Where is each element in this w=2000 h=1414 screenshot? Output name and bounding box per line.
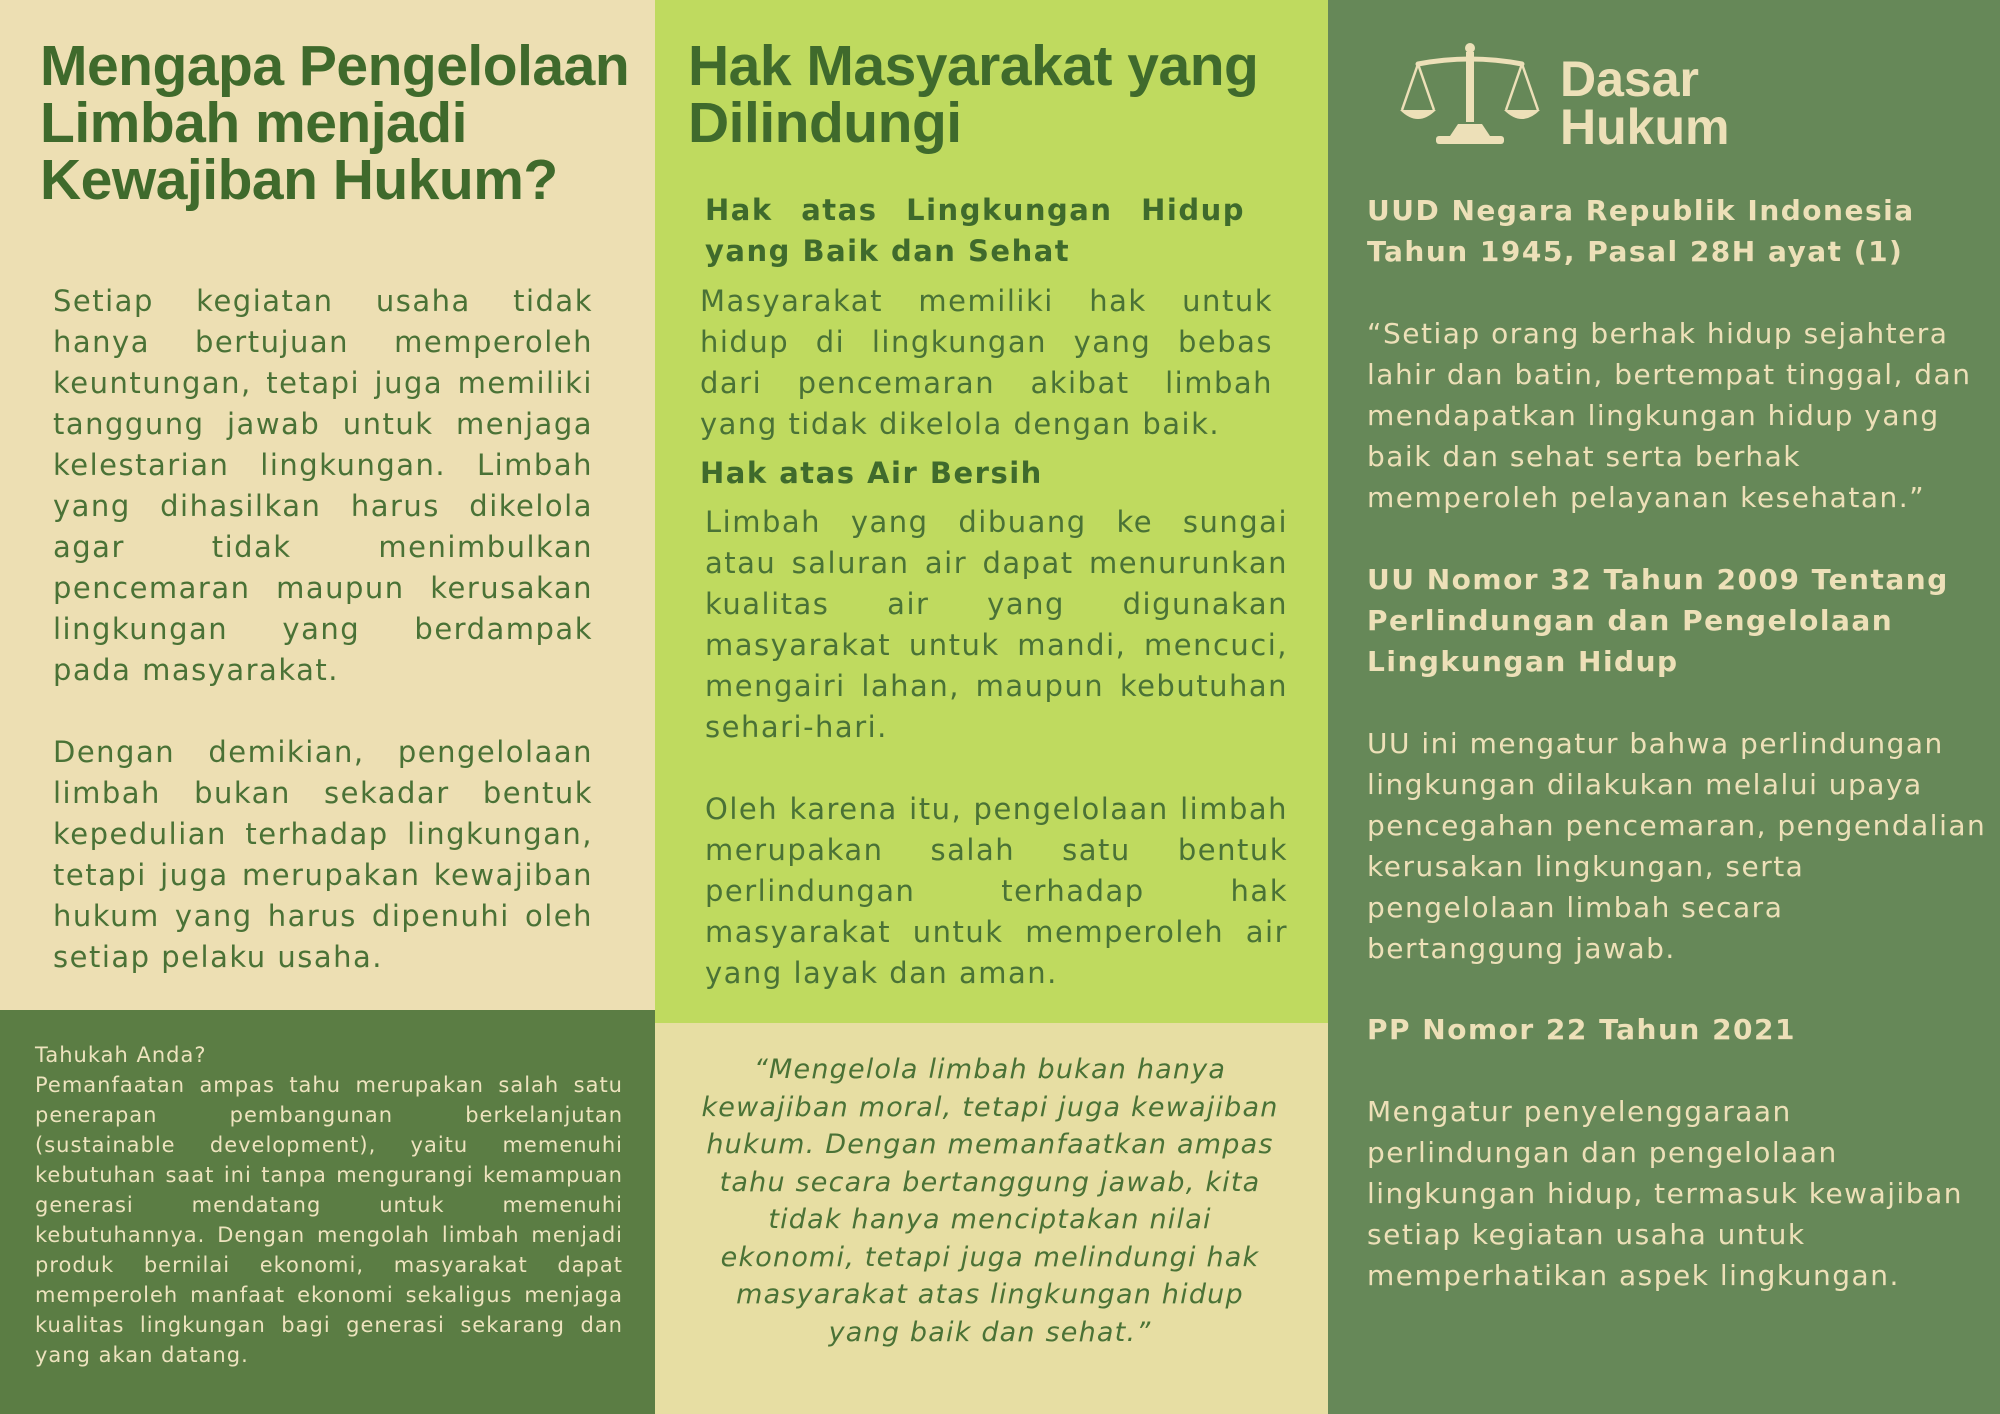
middle-heading-1: Hak atas Lingkungan Hidup yang Baik dan Sehat <box>705 193 1245 268</box>
quote-text: “Mengelola limbah bukan hanya kewajiban moral, tetapi juga kewajiban hukum. Dengan memanfaatkan ampas tahu secara bertanggung jawab, kita tidak hanya menciptakan nilai ekonomi, tetapi juga melindungi hak masyarakat atas lingkungan hidup yang baik dan sehat.” <box>701 1054 1279 1348</box>
left-paragraph-2: Dengan demikian, pengelolaan limbah bukan sekadar bentuk kepedulian terhadap lingkungan, tetapi juga merupakan kewajiban hukum yang harus dipenuhi oleh setiap pelaku usaha. <box>53 735 593 974</box>
middle-paragraph-2: Limbah yang dibuang ke sungai atau saluran air dapat menurunkan kualitas air yang digunakan masyarakat untuk mandi, mencuci, mengairi lahan, maupun kebutuhan sehari-hari. <box>705 505 1288 744</box>
middle-heading-2: Hak atas Air Bersih <box>700 456 1043 490</box>
scales-of-justice-icon <box>1400 40 1540 145</box>
left-paragraph-1: Setiap kegiatan usaha tidak hanya bertujuan memperoleh keuntungan, tetapi juga memiliki tanggung jawab untuk menjaga kelestarian lingkungan. Limbah yang dihasilkan harus dikelola agar tidak menimbulkan pencemaran maupun kerusakan lingkungan yang berdampak pada masyarakat. <box>53 284 593 687</box>
right-heading-2: UU Nomor 32 Tahun 2009 Tentang Perlindungan dan Pengelolaan Lingkungan Hidup <box>1367 563 1949 678</box>
right-paragraph-3: Mengatur penyelenggaraan perlindungan dan pengelolaan lingkungan hidup, termasuk kewajiban setiap kegiatan usaha untuk memperhatikan aspek lingkungan. <box>1367 1095 1963 1292</box>
fact-body: Pemanfaatan ampas tahu merupakan salah satu penerapan pembangunan berkelanjutan (sustainable development), yaitu memenuhi kebutuhan saat ini tanpa mengurangi kemampuan generasi mendatang untuk memenuhi kebutuhannya. Dengan mengolah limbah menjadi produk bernilai ekonomi, masyarakat dapat memperoleh manfaat ekonomi sekaligus menjaga kualitas lingkungan bagi generasi sekarang dan yang akan datang. <box>35 1073 623 1367</box>
right-heading-3: PP Nomor 22 Tahun 2021 <box>1367 1013 1797 1046</box>
right-title-line-2: Hukum <box>1560 99 1730 155</box>
left-title: Mengapa Pengelolaan Limbah menjadi Kewajiban Hukum? <box>40 34 630 212</box>
right-paragraph-2: UU ini mengatur bahwa perlindungan lingkungan dilakukan melalui upaya pencegahan pencemaran, pengendalian kerusakan lingkungan, serta pengelolaan limbah secara bertanggung jawab. <box>1367 727 1987 965</box>
right-title <box>1560 51 1730 155</box>
fact-heading: Tahukah Anda? <box>35 1043 207 1067</box>
right-heading-1: UUD Negara Republik Indonesia Tahun 1945, Pasal 28H ayat (1) <box>1367 194 1915 268</box>
right-title-line-1: Dasar <box>1560 51 1699 107</box>
right-paragraph-1: “Setiap orang berhak hidup sejahtera lahir dan batin, bertempat tinggal, dan mendapatkan lingkungan hidup yang baik dan sehat serta berhak memperoleh pelayanan kesehatan.” <box>1367 317 1972 514</box>
middle-paragraph-3: Oleh karena itu, pengelolaan limbah merupakan salah satu bentuk perlindungan terhadap hak masyarakat untuk memperoleh air yang layak dan aman. <box>705 792 1288 990</box>
middle-paragraph-1: Masyarakat memiliki hak untuk hidup di lingkungan yang bebas dari pencemaran akibat limbah yang tidak dikelola dengan baik. <box>700 284 1273 441</box>
middle-title: Hak Masyarakat yang Dilindungi <box>688 34 1259 155</box>
